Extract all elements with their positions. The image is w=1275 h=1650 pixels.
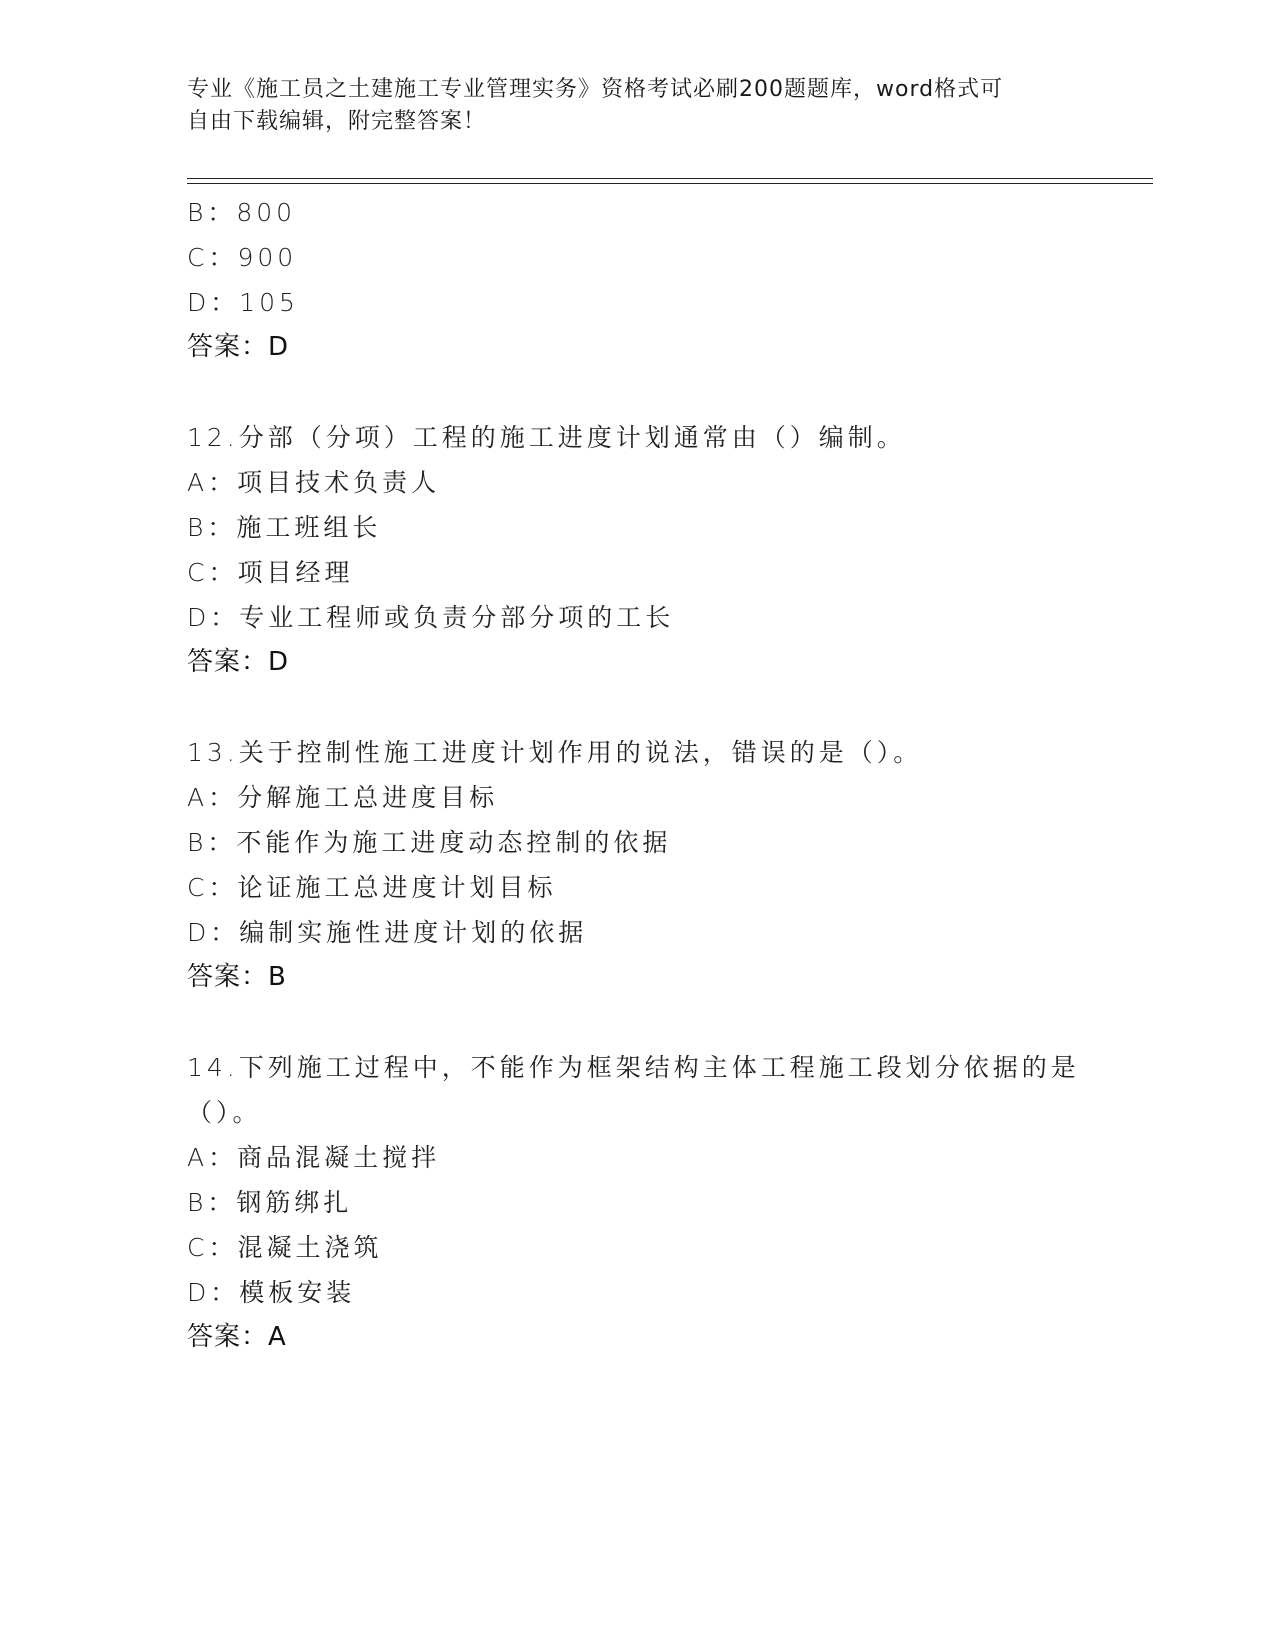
question-13-option-a: A：分解施工总进度目标 bbox=[187, 783, 499, 812]
question-13-answer: 答案：B bbox=[187, 962, 287, 992]
question-12-option-c: C：项目经理 bbox=[187, 558, 354, 587]
question-11 bbox=[187, 190, 1087, 370]
question-14-option-d: D：模板安装 bbox=[187, 1278, 356, 1307]
spacer bbox=[187, 370, 1087, 415]
question-14-stem-line-1: 14.下列施工过程中，不能作为框架结构主体工程施工段划分依据的是 bbox=[187, 1053, 1080, 1082]
question-14 bbox=[187, 1045, 1087, 1360]
question-12-option-d: D：专业工程师或负责分部分项的工长 bbox=[187, 603, 675, 632]
question-11-answer: 答案：D bbox=[187, 332, 290, 362]
question-14-stem-line-2: （）。 bbox=[187, 1098, 262, 1127]
document-header bbox=[187, 74, 1067, 138]
question-13-option-d: D：编制实施性进度计划的依据 bbox=[187, 918, 588, 947]
question-11-option-d: D：105 bbox=[187, 288, 299, 317]
question-12-answer: 答案：D bbox=[187, 647, 290, 677]
question-12 bbox=[187, 415, 1087, 685]
question-14-answer: 答案：A bbox=[187, 1322, 287, 1352]
question-11-option-c: C：900 bbox=[187, 243, 298, 272]
question-13-option-c: C：论证施工总进度计划目标 bbox=[187, 873, 557, 902]
header-divider bbox=[187, 178, 1153, 184]
question-13-stem: 13.关于控制性施工进度计划作用的说法，错误的是（）。 bbox=[187, 738, 923, 767]
question-14-option-a: A：商品混凝土搅拌 bbox=[187, 1143, 441, 1172]
question-12-stem: 12.分部（分项）工程的施工进度计划通常由（）编制。 bbox=[187, 423, 906, 452]
spacer bbox=[187, 1000, 1087, 1045]
question-14-option-b: B：钢筋绑扎 bbox=[187, 1188, 353, 1217]
question-13 bbox=[187, 730, 1087, 1000]
question-12-option-b: B：施工班组长 bbox=[187, 513, 382, 542]
question-11-option-b: B：800 bbox=[187, 198, 297, 227]
spacer bbox=[187, 685, 1087, 730]
question-list bbox=[187, 190, 1087, 1360]
header-title-line-2: 自由下载编辑，附完整答案！ bbox=[187, 109, 487, 134]
header-title-line-1: 专业《施工员之土建施工专业管理实务》资格考试必刷200题题库，word格式可 bbox=[187, 77, 1004, 102]
question-13-option-b: B：不能作为施工进度动态控制的依据 bbox=[187, 828, 672, 857]
question-12-option-a: A：项目技术负责人 bbox=[187, 468, 441, 497]
question-14-option-c: C：混凝土浇筑 bbox=[187, 1233, 383, 1262]
